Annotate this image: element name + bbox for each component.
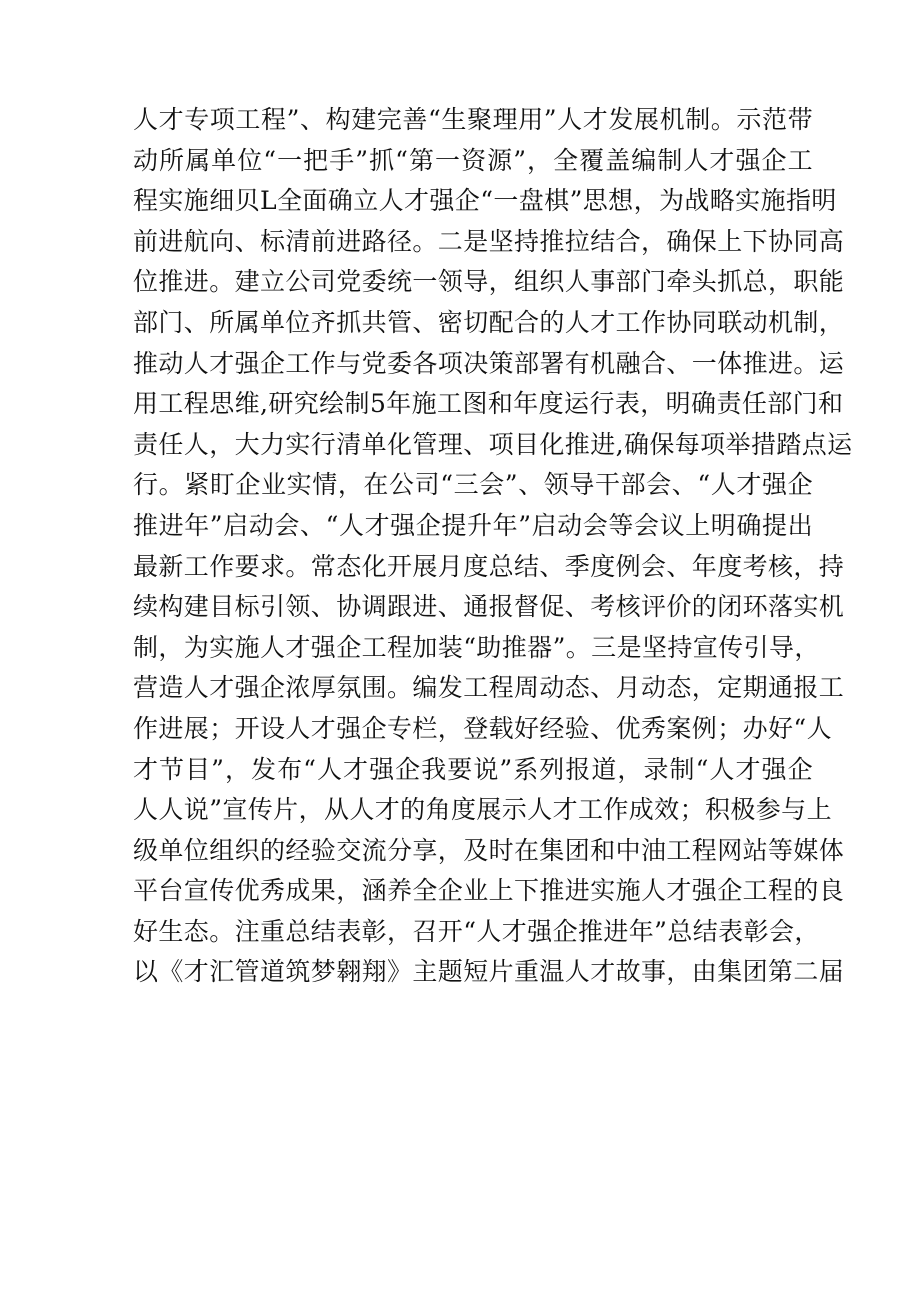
body-paragraph	[133, 100, 853, 993]
text-line: 好生态。注重总结表彰，召开“人才强企推进年”总结表彰会，	[133, 916, 820, 946]
text-line: 制，为实施人才强企工程加装“助推器”。三是坚持宣传引导，	[133, 632, 820, 662]
text-line: 用工程思维,研究绘制5年施工图和年度运行表，明确责任部门和	[133, 389, 844, 419]
text-line: 责任人，大力实行清单化管理、项目化推进,确保每项举措踏点运	[133, 429, 853, 459]
text-line: 最新工作要求。常态化开展月度总结、季度例会、年度考核，持	[133, 551, 845, 581]
text-line: 行。紧盯企业实情，在公司“三会”、领导干部会、“人才强企	[133, 470, 813, 500]
text-line: 续构建目标引领、协调跟进、通报督促、考核评价的闭环落实机	[133, 592, 845, 622]
text-line: 作进展；开设人才强企专栏，登载好经验、优秀案例；办好“人	[133, 713, 832, 743]
text-line: 推动人才强企工作与党委各项决策部署有机融合、一体推进。运	[133, 348, 845, 378]
text-line: 人人说”宣传片，从人才的角度展示人才工作成效；积极参与上	[133, 795, 832, 825]
text-line: 部门、所属单位齐抓共管、密切配合的人才工作协同联动机制，	[133, 307, 845, 337]
text-line: 平台宣传优秀成果，涵养全企业上下推进实施人才强企工程的良	[133, 876, 845, 906]
text-line: 前进航向、标清前进路径。二是坚持推拉结合，确保上下协同高	[133, 226, 845, 256]
text-line: 位推进。建立公司党委统一领导，组织人事部门牵头抓总，职能	[133, 267, 845, 297]
text-line: 级单位组织的经验交流分享，及时在集团和中油工程网站等媒体	[133, 835, 845, 865]
text-line: 才节目”，发布“人才强企我要说”系列报道，录制“人才强企	[133, 754, 813, 784]
text-line: 人才专项工程”、构建完善“生聚理用”人才发展机制。示范带	[133, 105, 813, 134]
text-line: 营造人才强企浓厚氛围。编发工程周动态、月动态，定期通报工	[133, 673, 845, 703]
text-line: 以《才汇管道筑梦翱翔》主题短片重温人才故事，由集团第二届	[133, 957, 845, 987]
text-line: 推进年”启动会、“人才强企提升年”启动会等会议上明确提出	[133, 510, 813, 540]
text-line: 动所属单位“一把手”抓“第一资源”，全覆盖编制人才强企工	[133, 145, 813, 175]
text-line: 程实施细贝L全面确立人才强企“一盘棋”思想，为战略实施指明	[133, 186, 837, 216]
